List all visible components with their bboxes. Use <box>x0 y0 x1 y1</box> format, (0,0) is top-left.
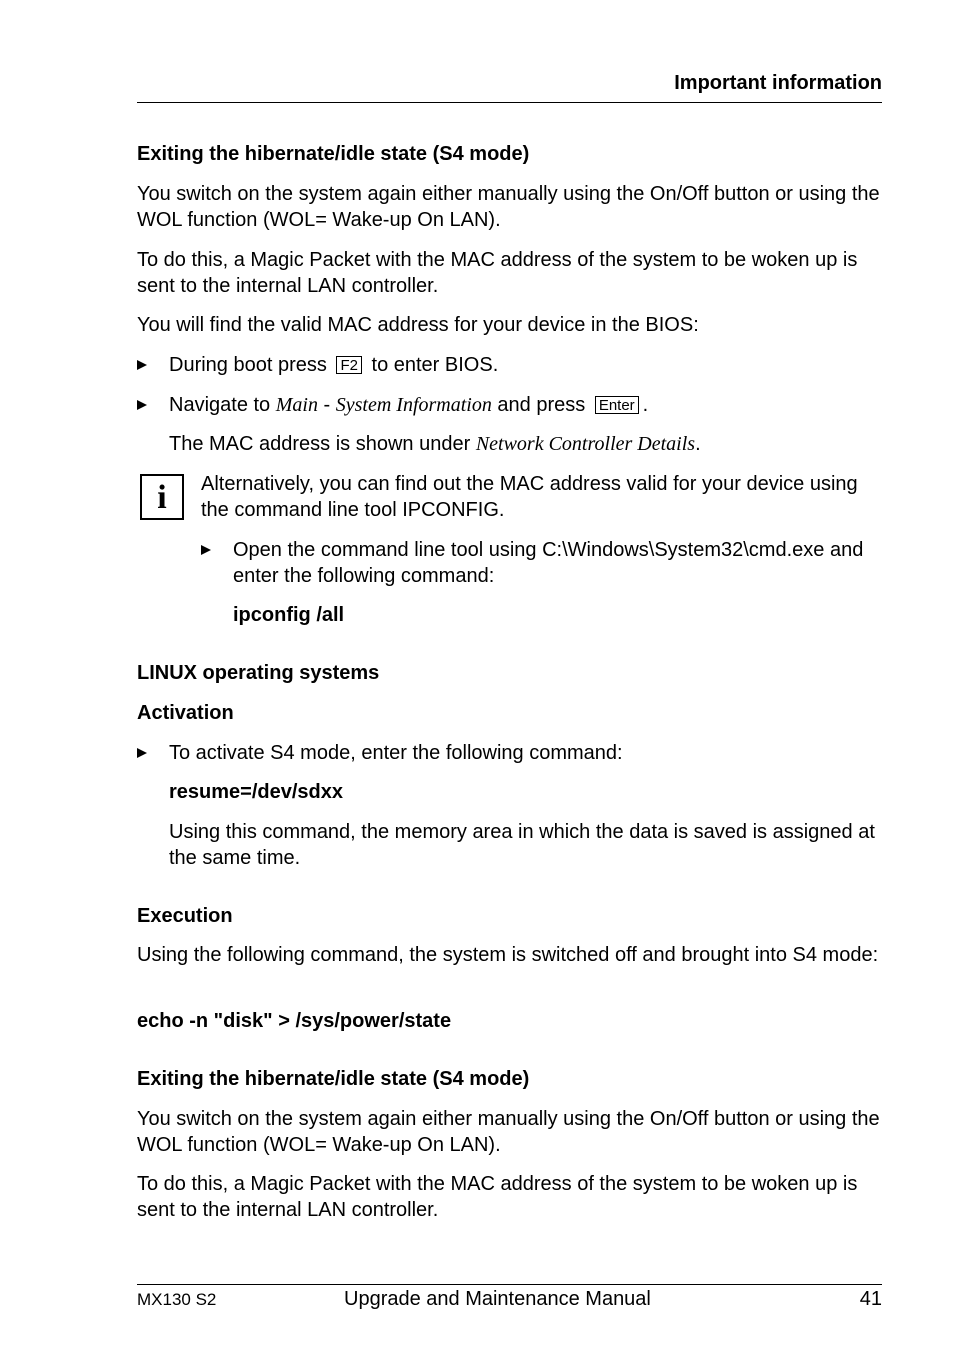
bullet-arrow-icon <box>137 400 147 410</box>
step-text: Navigate to <box>169 394 271 416</box>
subsection-heading: Activation <box>137 702 234 724</box>
bullet-arrow-icon <box>201 545 211 555</box>
section-heading: Exiting the hibernate/idle state (S4 mode) <box>137 1068 530 1090</box>
command-text: echo -n "disk" > /sys/power/state <box>137 1010 452 1032</box>
menu-name: System Information <box>335 394 492 416</box>
info-text: Alternatively, you can find out the MAC address valid for your device using the command line tool IPCONFIG. <box>201 473 858 521</box>
note-text: . <box>695 433 701 455</box>
note-text: The MAC address is shown under <box>169 433 471 455</box>
footer-model: MX130 S2 <box>137 1290 217 1309</box>
paragraph: To do this, a Magic Packet with the MAC address of the system to be woken up is sent to the internal LAN controller. <box>137 249 858 297</box>
step-text: To activate S4 mode, enter the following command: <box>169 742 623 764</box>
page-number: 41 <box>859 1288 882 1310</box>
list-item <box>137 392 882 418</box>
paragraph: You switch on the system again either manually using the On/Off button or using the WOL function (WOL= Wake-up On LAN). <box>137 183 880 231</box>
keycap-f2: F2 <box>336 356 362 374</box>
running-header: Important information <box>674 72 882 94</box>
section-heading: Exiting the hibernate/idle state (S4 mode) <box>137 143 530 165</box>
footer-manual-title: Upgrade and Maintenance Manual <box>344 1288 651 1310</box>
mac-note <box>169 431 882 457</box>
step-text: to enter BIOS. <box>371 354 499 376</box>
paragraph: To do this, a Magic Packet with the MAC address of the system to be woken up is sent to the internal LAN controller. <box>137 1173 858 1221</box>
section-heading: LINUX operating systems <box>137 662 380 684</box>
paragraph: You will find the valid MAC address for your device in the BIOS: <box>137 314 699 336</box>
bullet-arrow-icon <box>137 748 147 758</box>
command-text: resume=/dev/sdxx <box>169 781 343 803</box>
subsection-heading: Execution <box>137 905 233 927</box>
command-text: ipconfig /all <box>233 604 345 626</box>
bullet-arrow-icon <box>137 360 147 370</box>
step-text: Open the command line tool using C:\Windows\System32\cmd.exe and enter the following command: <box>233 539 864 587</box>
list-item <box>137 352 882 378</box>
paragraph: Using this command, the memory area in which the data is saved is assigned at the same time. <box>169 821 875 869</box>
header-rule <box>137 102 882 103</box>
step-text: . <box>642 394 649 416</box>
footer-rule <box>137 1284 882 1285</box>
info-icon: i <box>140 474 184 520</box>
step-text: and press <box>497 394 586 416</box>
list-item <box>201 537 882 589</box>
menu-name: Main <box>275 394 318 416</box>
step-text: During boot press <box>169 354 327 376</box>
list-item <box>137 740 882 766</box>
keycap-enter: Enter <box>595 396 639 414</box>
menu-name: Network Controller Details <box>475 433 696 455</box>
menu-separator: - <box>323 394 331 416</box>
paragraph: Using the following command, the system is switched off and brought into S4 mode: <box>137 944 879 966</box>
paragraph: You switch on the system again either manually using the On/Off button or using the WOL function (WOL= Wake-up On LAN). <box>137 1108 880 1156</box>
